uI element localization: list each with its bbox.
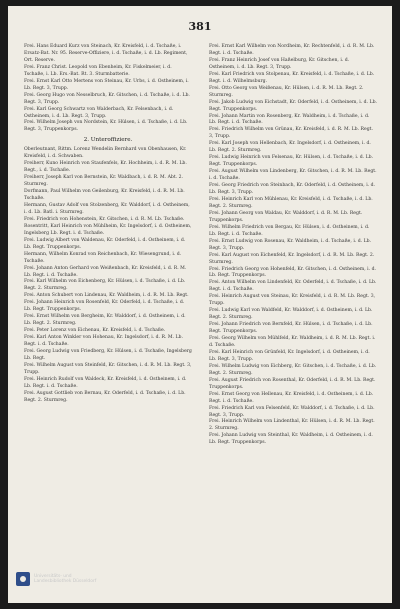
library-logo-icon — [16, 572, 30, 586]
left-column-text-top: Frei. Hans Eduard Kurz von Steinach, Kr. Kreisfeld, i. d. Tschaße, i. Ersatz-Bat. Nr. 95. Reserve-Offiziere, i. d. Tschaße, i. d. Lb. Regiment, Ort. Reserve. Frei. Franz Christ. Leopold von Ebenheim, Kr. Fiskelmeier, i. d. Tschaße, i. Lb. Ers.-Bat. Rt. 3. Sturmbatterie. Frei. Ernst Karl Otto Mertens von Steinau, Kr. Urbs, i. d. Ostheinem, i. Lb. Regt. 3, Trupp. Frei. Georg Hugo von Nesselbruch, Kr. Gitschen, i. d. Tschaße, i. d. Lb. Regt. 3, Trupp. Frei. Karl Georg Schwartz von Walderbach, Kr. Felsenbach, i. d. Ostheinem, i. d. Lb. Regt. 3, Trupp. Frei. Wilhelm Joseph von Nordstein, Kr. Hülsen, i. d. Tschaße, i. d. Lb. Regt. 3, Truppenkorps. — [24, 44, 190, 133]
library-logo-text: Universitäts- und Landesbibliothek Düsseldorf — [34, 573, 97, 584]
section-heading: 2. Unteroffiziere. — [83, 137, 133, 144]
left-column-text-bottom: Oberleutnant, Rittm. Lorenz Wendelin Bernhard von Obenhausen, Kr. Kreisfeld, i. d. Schwaben. Freiherr, Kuno Heinrich von Staufenfels, Kr. Hochheim, i. d. R. M. Lb. Regt., i. d. Tschaße. Freiherr, Joseph Karl von Bernstein, Kr. Waldbach, i. d. R. M. Abt. 2. Sturmreg. Dorfmann, Paul Wilhelm von Geilenburg, Kr. Kreisfeld, i. d. R. M. Lb. Tschaße. Hermann, Gustav Adolf von Stolzenberg, Kr. Walddorf, i. d. Ostheinem, i. d. Lb. Batl. i. Sturmreg. Frei. Friedrich von Hohenstein, Kr. Gitschen, i. d. R. M. Lb. Tschaße. Rosentritt, Karl Heinrich von Mühlheim, Kr. Ingelsdorf, i. d. Ostheinem, Ingelsberg Lb. Regt. i. d. Tschaße. Frei. Ludwig Albert von Waldenau, Kr. Oderfeld, i. d. Ostheinem, i. d. Lb. Regt. Truppenkorps. Hermann, Wilhelm Konrad von Reichenbach, Kr. Wiesengrund, i. d. Tschaße. Frei. Johann Anton Gerhard von Weißenbach, Kr. Kreisfeld, i. d. R. M. Lb. Regt. i. d. Tschaße. Frei. Karl Wilhelm von Eichenberg, Kr. Hülsen, i. d. Tschaße, i. d. Lb. Regt. 2. Sturmreg. Frei. Anton Schubert von Lindenau, Kr. Waldheim, i. d. R. M. Lb. Regt. Frei. Johann Heinrich von Rosenfeld, Kr. Oderfeld, i. d. Tschaße, i. d. Lb. Regt. Truppenkorps. Frei. Ernst Wilhelm von Bergheim, Kr. Walddorf, i. d. Ostheinem, i. d. Lb. Regt. 2. Sturmreg. Frei. Peter Lorenz von Eichenau, Kr. Kreisfeld, i. d. Tschaße. Frei. Karl Anton Winkler von Hohenau, Kr. Ingelsdorf, i. d. R. M. Lb. Regt. i. d. Tschaße. Frei. Georg Ludwig von Friedberg, Kr. Hülsen, i. d. Tschaße, Ingelsberg Lb. Regt. Frei. Wilhelm August von Steinfeld, Kr. Gitschen, i. d. R. M. Lb. Regt. 3, Trupp. Frei. Heinrich Rudolf von Waldeck, Kr. Kreisfeld, i. d. Ostheinem, i. d. Lb. Regt. i. d. Tschaße. Frei. August Gottlieb von Bernau, Kr. Oderfeld, i. d. Tschaße, i. d. Lb. Regt. 2. Sturmreg. — [24, 147, 192, 403]
document-page — [8, 6, 392, 603]
library-logo — [16, 569, 126, 589]
page-number: 381 — [188, 20, 212, 33]
right-column-text: Frei. Ernst Karl Wilhelm von Nordheim, Kr. Rechtenfeld, i. d. R. M. Lb. Regt. i. d. Tschaße. Frei. Franz Heinrich Josef von Haßelburg, Kr. Gitschen, i. d. Ostheinem, i. d. Lb. Regt. 3, Trupp. Frei. Karl Friedrich von Stolpenau, Kr. Kreisfeld, i. d. Tschaße, i. d. Lb. Regt. i. d. Wilhelmsburg. Frei. Otto Georg von Weißenau, Kr. Hülsen, i. d. R. M. Lb. Regt. 2. Sturmreg. Frei. Jakob Ludwig von Eichstadt, Kr. Oderfeld, i. d. Ostheinem, i. d. Lb. Regt. Truppenkorps. Frei. Johann Martin von Rosenberg, Kr. Waldheim, i. d. Tschaße, i. d. Lb. Regt. i. d. Tschaße. Frei. Friedrich Wilhelm von Grünau, Kr. Kreisfeld, i. d. R. M. Lb. Regt. 3, Trupp. Frei. Karl Joseph von Hellenbach, Kr. Ingelsdorf, i. d. Ostheinem, i. d. Lb. Regt. 2. Sturmreg. Frei. Ludwig Heinrich von Felsenau, Kr. Hülsen, i. d. Tschaße, i. d. Lb. Regt. Truppenkorps. Frei. August Wilhelm von Lindenberg, Kr. Gitschen, i. d. R. M. Lb. Regt. i. d. Tschaße. Frei. Georg Friedrich von Steinbach, Kr. Oderfeld, i. d. Ostheinem, i. d. Lb. Regt. 3, Trupp. Frei. Heinrich Karl von Mühlenau, Kr. Kreisfeld, i. d. Tschaße, i. d. Lb. Regt. 2. Sturmreg. Frei. Johann Georg von Waldau, Kr. Walddorf, i. d. R. M. Lb. Regt. Truppenkorps. Frei. Wilhelm Friedrich von Bergau, Kr. Hülsen, i. d. Ostheinem, i. d. Lb. Regt. i. d. Tschaße. Frei. Ernst Ludwig von Rosenau, Kr. Waldheim, i. d. Tschaße, i. d. Lb. Regt. 3, Trupp. Frei. Karl August von Eichenfeld, Kr. Ingelsdorf, i. d. R. M. Lb. Regt. 2. Sturmreg. Frei. Friedrich Georg von Hohenfeld, Kr. Gitschen, i. d. Ostheinem, i. d. Lb. Regt. Truppenkorps. Frei. Anton Wilhelm von Lindenfeld, Kr. Oderfeld, i. d. Tschaße, i. d. Lb. Regt. i. d. Tschaße. Frei. Heinrich August von Steinau, Kr. Kreisfeld, i. d. R. M. Lb. Regt. 3, Trupp. Frei. Ludwig Karl von Waldfeld, Kr. Walddorf, i. d. Ostheinem, i. d. Lb. Regt. 2. Sturmreg. Frei. Johann Friedrich von Bernfeld, Kr. Hülsen, i. d. Tschaße, i. d. Lb. Regt. Truppenkorps. Frei. Georg Wilhelm von Mühlfeld, Kr. Waldheim, i. d. R. M. Lb. Regt. i. d. Tschaße. Frei. Karl Heinrich von Grünfeld, Kr. Ingelsdorf, i. d. Ostheinem, i. d. Lb. Regt. 3, Trupp. Frei. Wilhelm Ludwig von Eichberg, Kr. Gitschen, i. d. Tschaße, i. d. Lb. Regt. 2. Sturmreg. Frei. August Friedrich von Rosenthal, Kr. Oderfeld, i. d. R. M. Lb. Regt. Truppenkorps. Frei. Ernst Georg von Hellenau, Kr. Kreisfeld, i. d. Ostheinem, i. d. Lb. Regt. i. d. Tschaße. Frei. Friedrich Karl von Felsenfeld, Kr. Walddorf, i. d. Tschaße, i. d. Lb. Regt. 3, Trupp. Frei. Heinrich Wilhelm von Lindenthal, Kr. Hülsen, i. d. R. M. Lb. Regt. 2. Sturmreg. Frei. Johann Ludwig von Steinthal, Kr. Waldheim, i. d. Ostheinem, i. d. Lb. Regt. Truppenkorps. — [209, 44, 377, 446]
right-column — [209, 44, 377, 447]
left-column — [24, 44, 192, 405]
